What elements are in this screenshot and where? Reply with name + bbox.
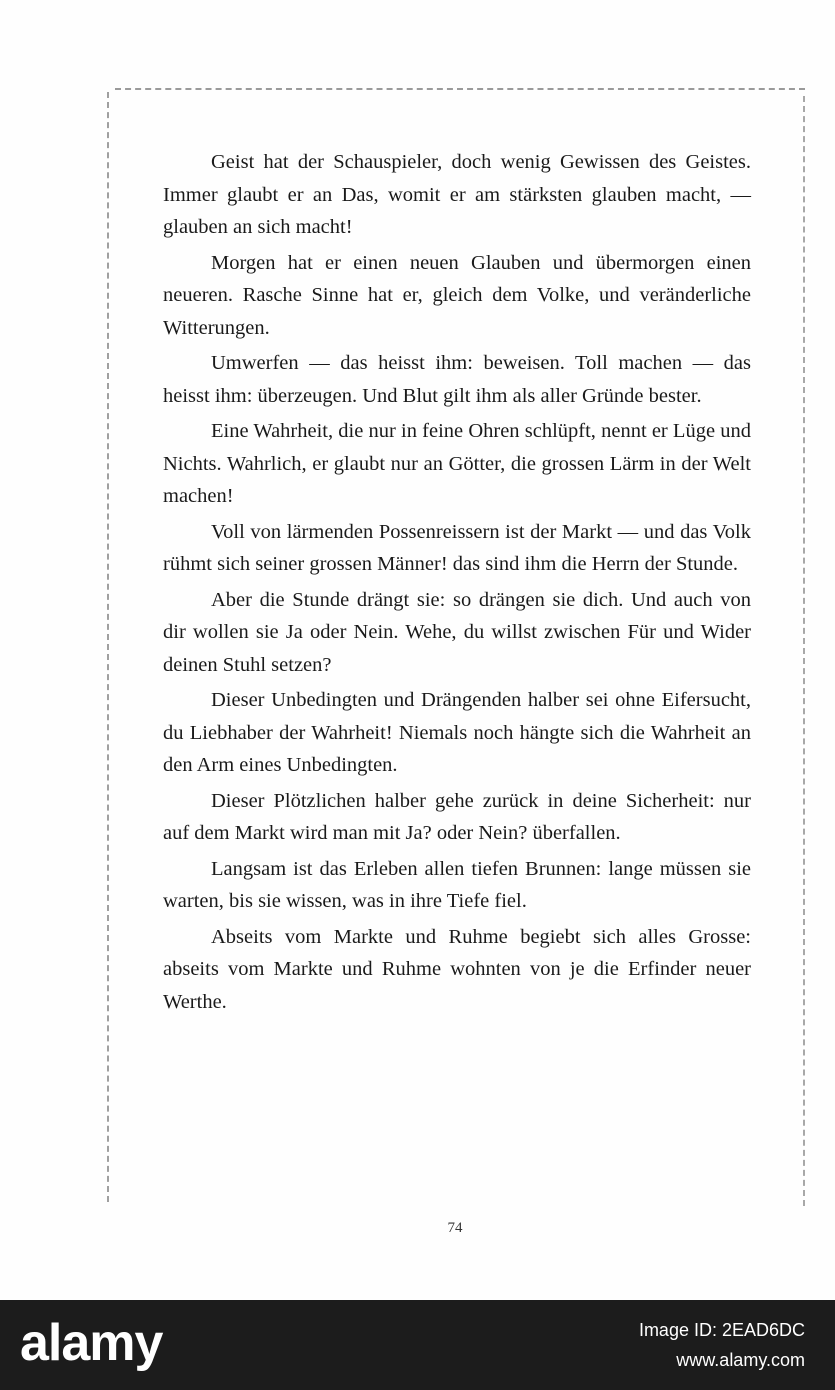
paragraph: Aber die Stunde drängt sie: so drängen sie dich. Und auch von dir wollen sie Ja oder Nein. Wehe, du willst zwischen Für und Wider deinen Stuhl setzen?	[163, 588, 751, 676]
body-text	[163, 146, 751, 1018]
paragraph: Langsam ist das Erleben allen tiefen Brunnen: lange müssen sie warten, bis sie wissen, was in ihre Tiefe fiel.	[163, 857, 751, 912]
paragraph: Eine Wahrheit, die nur in feine Ohren schlüpft, nennt er Lüge und Nichts. Wahrlich, er glaubt nur an Götter, die grossen Lärm in der Welt machen!	[163, 420, 751, 507]
paragraph: Dieser Unbedingten und Drängenden halber sei ohne Eifersucht, du Liebhaber der Wahrheit! Niemals noch hängte sich die Wahrheit an den Arm eines Unbedingten.	[163, 689, 751, 776]
page-number: 74	[447, 1220, 463, 1236]
page-frame-right	[803, 96, 805, 1206]
paragraph: Geist hat der Schauspieler, doch wenig Gewissen des Geistes. Immer glaubt er an Das, womit er am stärksten glauben macht, — glauben an sich macht!	[163, 151, 751, 238]
site-url: www.alamy.com	[676, 1350, 805, 1370]
paragraph: Dieser Plötzlichen halber gehe zurück in deine Sicherheit: nur auf dem Markt wird man mit Ja? oder Nein? überfallen.	[163, 789, 751, 844]
paragraph: Morgen hat er einen neuen Glauben und übermorgen einen neueren. Rasche Sinne hat er, gleich dem Volke, und veränderliche Witterungen.	[163, 251, 751, 339]
paragraph: Abseits vom Markte und Ruhme begiebt sich alles Grosse: abseits vom Markte und Ruhme wohnten von je die Erfinder neuer Werthe.	[163, 925, 751, 1013]
watermark-banner	[0, 1300, 835, 1390]
image-id-label: Image ID: 2EAD6DC	[638, 1320, 805, 1340]
page-frame-left	[107, 92, 109, 1202]
paragraph: Umwerfen — das heisst ihm: beweisen. Toll machen — das heisst ihm: überzeugen. Und Blut gilt ihm als aller Gründe bester.	[163, 352, 751, 407]
page-frame-top	[115, 88, 805, 90]
brand-logo: alamy	[20, 1314, 163, 1372]
paragraph: Voll von lärmenden Possenreissern ist der Markt — und das Volk rühmt sich seiner grossen Männer! das sind ihm die Herrn der Stunde.	[163, 520, 751, 575]
